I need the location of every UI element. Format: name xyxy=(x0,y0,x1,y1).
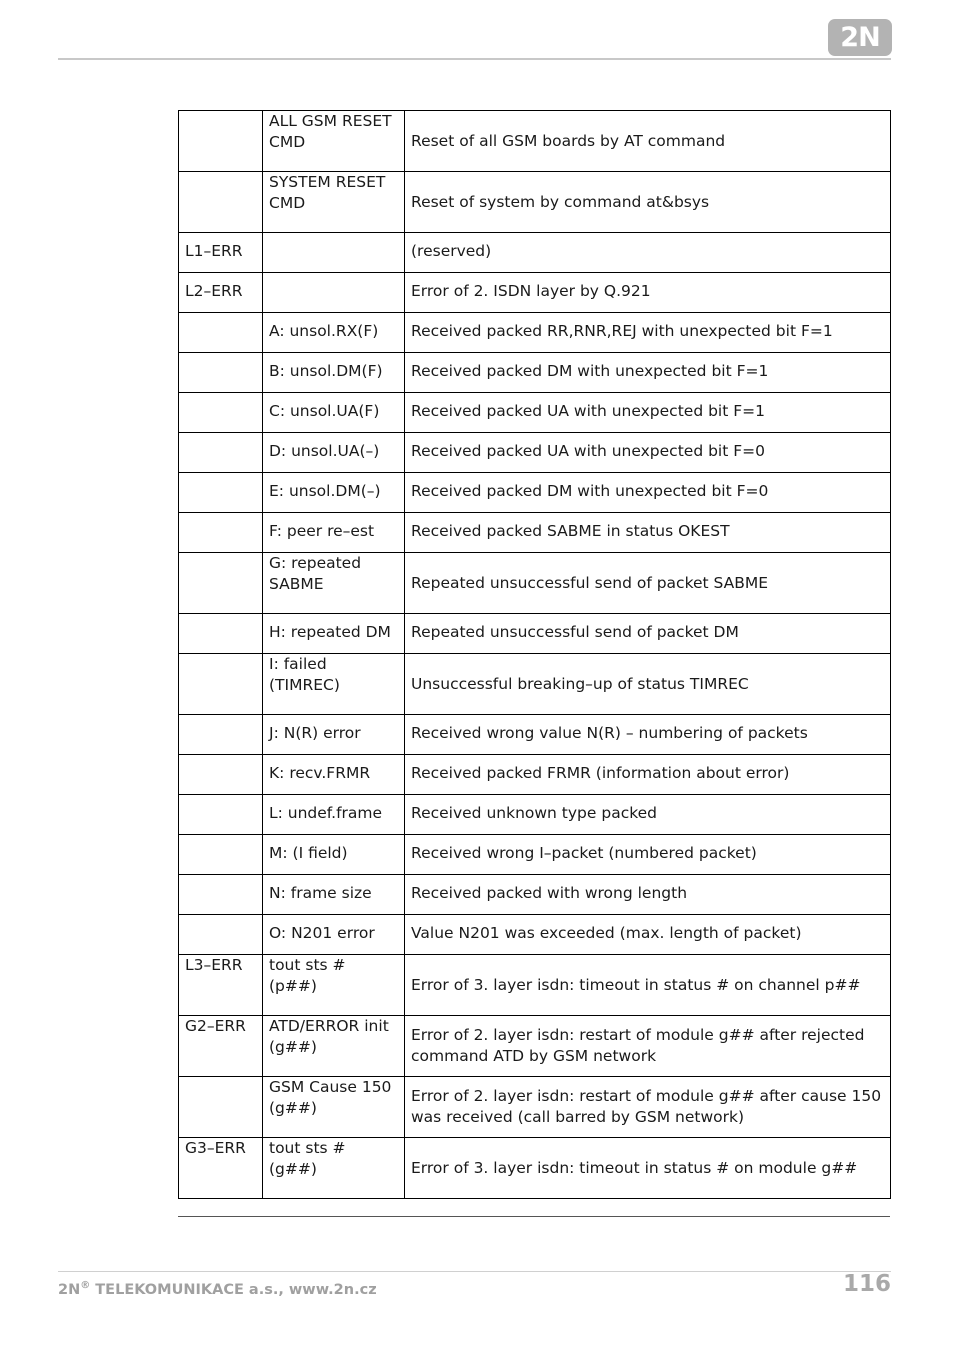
table-row xyxy=(179,875,891,915)
error-code-cell xyxy=(179,353,263,393)
registered-mark: ® xyxy=(80,1280,91,1291)
error-code-cell xyxy=(179,715,263,755)
description-cell: Received packed UA with unexpected bit F=0 xyxy=(405,433,891,473)
table-row xyxy=(179,795,891,835)
description-cell: Received packed RR,RNR,REJ with unexpected bit F=1 xyxy=(405,313,891,353)
error-code-cell xyxy=(179,513,263,553)
error-code-cell: G2–ERR xyxy=(179,1016,263,1077)
table-row xyxy=(179,654,891,715)
table-row xyxy=(179,393,891,433)
error-code-cell xyxy=(179,654,263,715)
table-row xyxy=(179,835,891,875)
description-cell: Unsuccessful breaking–up of status TIMREC xyxy=(405,654,891,715)
table-row xyxy=(179,172,891,233)
description-cell: Received packed DM with unexpected bit F=1 xyxy=(405,353,891,393)
error-code-cell xyxy=(179,473,263,513)
table-row xyxy=(179,473,891,513)
table-row xyxy=(179,313,891,353)
footer-company-text: TELEKOMUNIKACE a.s., www.2n.cz xyxy=(90,1281,377,1298)
description-cell: Received packed SABME in status OKEST xyxy=(405,513,891,553)
event-name-cell: tout sts # (g##) xyxy=(263,1138,405,1199)
table-row xyxy=(179,553,891,614)
event-name-cell xyxy=(263,273,405,313)
table-row xyxy=(179,353,891,393)
table-row xyxy=(179,513,891,553)
error-code-cell: L3–ERR xyxy=(179,955,263,1016)
footer-company-prefix: 2N xyxy=(58,1281,81,1298)
event-name-cell: tout sts # (p##) xyxy=(263,955,405,1016)
description-cell: Received packed DM with unexpected bit F=0 xyxy=(405,473,891,513)
header-rule xyxy=(58,58,891,60)
error-code-cell: L2–ERR xyxy=(179,273,263,313)
description-cell: Reset of system by command at&bsys xyxy=(405,172,891,233)
description-cell: Received packed UA with unexpected bit F=1 xyxy=(405,393,891,433)
error-code-cell xyxy=(179,795,263,835)
event-name-cell: E: unsol.DM(–) xyxy=(263,473,405,513)
description-cell: Reset of all GSM boards by AT command xyxy=(405,111,891,172)
company-logo: 2N xyxy=(828,19,892,56)
error-code-cell xyxy=(179,835,263,875)
error-code-table xyxy=(178,110,891,1199)
error-code-cell xyxy=(179,553,263,614)
error-code-cell xyxy=(179,875,263,915)
event-name-cell: B: unsol.DM(F) xyxy=(263,353,405,393)
footer-rule xyxy=(58,1271,891,1272)
page-number: 116 xyxy=(842,1271,891,1297)
table-row xyxy=(179,233,891,273)
description-cell: Error of 2. layer isdn: restart of module g## after rejected command ATD by GSM network xyxy=(405,1016,891,1077)
table-row xyxy=(179,273,891,313)
event-name-cell: ATD/ERROR init (g##) xyxy=(263,1016,405,1077)
error-code-cell xyxy=(179,915,263,955)
description-cell: Error of 2. layer isdn: restart of module g## after cause 150 was received (call barred by GSM network) xyxy=(405,1077,891,1138)
event-name-cell: SYSTEM RESET CMD xyxy=(263,172,405,233)
description-cell: Received wrong I–packet (numbered packet) xyxy=(405,835,891,875)
event-name-cell: K: recv.FRMR xyxy=(263,755,405,795)
event-name-cell: GSM Cause 150 (g##) xyxy=(263,1077,405,1138)
description-cell: Received packed FRMR (information about error) xyxy=(405,755,891,795)
table-row xyxy=(179,1138,891,1199)
error-code-cell xyxy=(179,755,263,795)
table-row xyxy=(179,915,891,955)
error-code-cell: L1–ERR xyxy=(179,233,263,273)
description-cell: Error of 2. ISDN layer by Q.921 xyxy=(405,273,891,313)
description-cell: Received packed with wrong length xyxy=(405,875,891,915)
event-name-cell: M: (I field) xyxy=(263,835,405,875)
table-row xyxy=(179,955,891,1016)
event-name-cell: N: frame size xyxy=(263,875,405,915)
event-name-cell: H: repeated DM xyxy=(263,614,405,654)
table-row xyxy=(179,433,891,473)
event-name-cell: O: N201 error xyxy=(263,915,405,955)
error-code-cell: G3–ERR xyxy=(179,1138,263,1199)
description-cell: Error of 3. layer isdn: timeout in status # on module g## xyxy=(405,1138,891,1199)
error-code-cell xyxy=(179,111,263,172)
error-code-cell xyxy=(179,614,263,654)
description-cell: Repeated unsuccessful send of packet SABME xyxy=(405,553,891,614)
table-row xyxy=(179,1016,891,1077)
event-name-cell: I: failed (TIMREC) xyxy=(263,654,405,715)
error-code-cell xyxy=(179,172,263,233)
event-name-cell: L: undef.frame xyxy=(263,795,405,835)
description-cell: (reserved) xyxy=(405,233,891,273)
error-code-cell xyxy=(179,313,263,353)
description-cell: Error of 3. layer isdn: timeout in status # on channel p## xyxy=(405,955,891,1016)
table-row xyxy=(179,755,891,795)
table-row xyxy=(179,1077,891,1138)
event-name-cell: C: unsol.UA(F) xyxy=(263,393,405,433)
event-name-cell: ALL GSM RESET CMD xyxy=(263,111,405,172)
event-name-cell: G: repeated SABME xyxy=(263,553,405,614)
table-row xyxy=(179,614,891,654)
description-cell: Received wrong value N(R) – numbering of packets xyxy=(405,715,891,755)
event-name-cell xyxy=(263,233,405,273)
event-name-cell: J: N(R) error xyxy=(263,715,405,755)
event-name-cell: D: unsol.UA(–) xyxy=(263,433,405,473)
table-row xyxy=(179,715,891,755)
description-cell: Repeated unsuccessful send of packet DM xyxy=(405,614,891,654)
event-name-cell: F: peer re–est xyxy=(263,513,405,553)
event-name-cell: A: unsol.RX(F) xyxy=(263,313,405,353)
content-bottom-rule xyxy=(178,1216,890,1217)
footer-company xyxy=(58,1280,377,1298)
table-body xyxy=(179,111,891,1199)
description-cell: Received unknown type packed xyxy=(405,795,891,835)
error-code-cell xyxy=(179,433,263,473)
error-code-cell xyxy=(179,393,263,433)
table-row xyxy=(179,111,891,172)
error-code-cell xyxy=(179,1077,263,1138)
description-cell: Value N201 was exceeded (max. length of packet) xyxy=(405,915,891,955)
